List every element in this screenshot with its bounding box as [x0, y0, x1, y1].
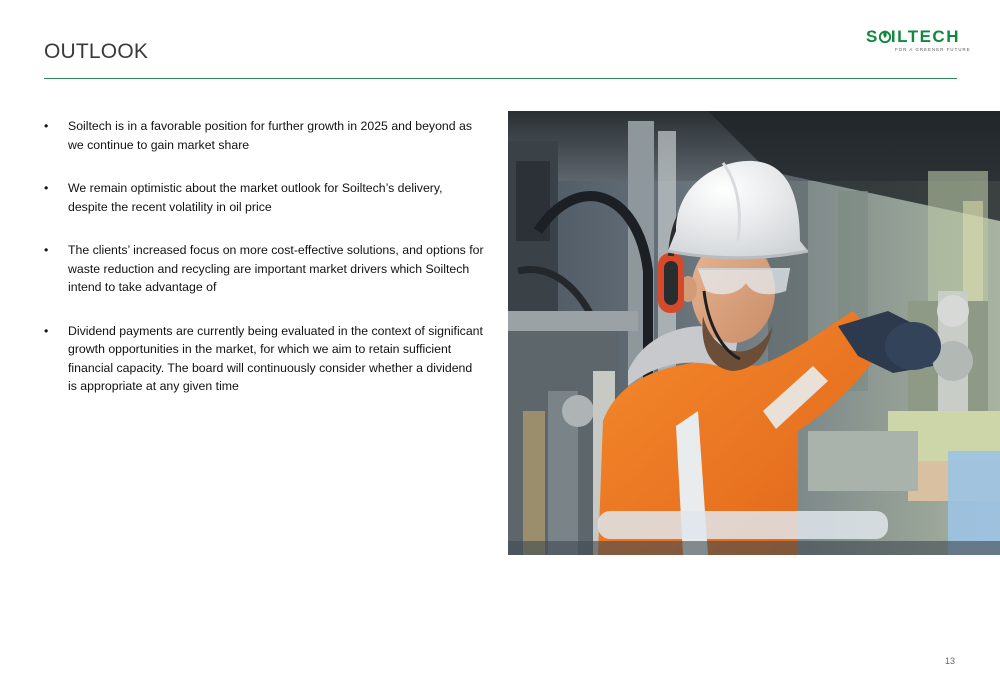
bullet-marker: •: [44, 323, 49, 338]
leaf-drop-icon: [879, 29, 891, 43]
bullet-marker: •: [44, 243, 49, 257]
outlook-bullet-list: [44, 117, 484, 421]
bullet-item: [44, 241, 484, 297]
worker-in-hard-hat-photo: [508, 111, 1000, 555]
page-title: OUTLOOK: [44, 40, 149, 63]
bullet-marker: •: [44, 119, 49, 133]
bullet-item: [44, 322, 484, 396]
logo-wordmark-rest: ILTECH: [890, 27, 960, 46]
logo-wordmark-s: S: [866, 27, 879, 46]
bullet-text: Soiltech is in a favorable position for further growth in 2025 and beyond as we continue to gain market share: [68, 119, 472, 152]
title-divider: [44, 78, 957, 79]
photo-illustration: [508, 111, 1000, 555]
page-number: 13: [944, 656, 955, 666]
logo-wordmark: [866, 27, 960, 47]
bullet-marker: •: [44, 181, 49, 195]
bullet-text: The clients’ increased focus on more cost-effective solutions, and options for waste reduction and recycling are important market drivers which Soiltech intend to take advantage of: [68, 243, 484, 294]
bullet-item: [44, 179, 484, 216]
bullet-text: Dividend payments are currently being evaluated in the context of significant growth opportunities in the market, for which we aim to retain sufficient financial capacity. The board will continuously consider whether a dividend is appropriate at any given time: [68, 323, 483, 393]
brand-logo: [866, 27, 971, 53]
logo-tagline: FOR A GREENER FUTURE: [895, 47, 971, 52]
bullet-text: We remain optimistic about the market outlook for Soiltech’s delivery, despite the recent volatility in oil price: [68, 181, 443, 214]
bullet-item: [44, 117, 484, 154]
